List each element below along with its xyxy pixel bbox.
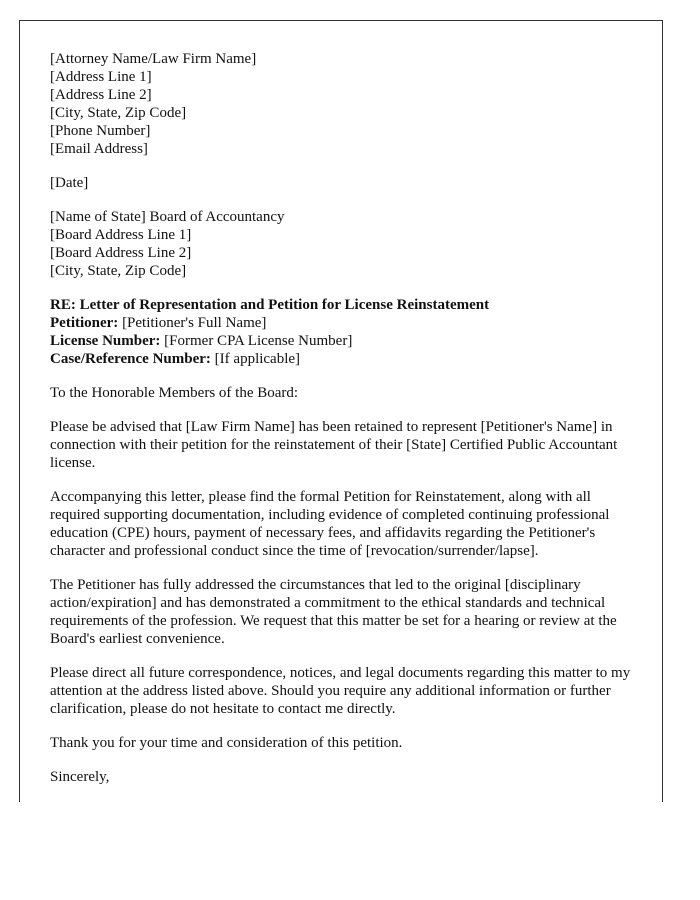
salutation: To the Honorable Members of the Board: [50, 385, 299, 401]
license-value: [Former CPA License Number] [160, 333, 353, 349]
body-paragraph: Please be advised that [Law Firm Name] has been retained to represent [Petitioner's Name] in connection with their petition for the reinstatement of their [State] Certified Public Accountant license. [50, 419, 618, 471]
recipient-address-1: [Board Address Line 1] [50, 227, 192, 243]
body-paragraph: Accompanying this letter, please find the formal Petition for Reinstatement, along with all required supporting documentation, including evidence of completed continuing professional education (CPE) hours, payment of necessary fees, and affidavits regarding the Petitioner's character and professional conduct since the time of [revocation/surrender/lapse]. [50, 489, 610, 559]
case-value: [If applicable] [210, 351, 301, 367]
petitioner-value: [Petitioner's Full Name] [118, 315, 267, 331]
sender-name: [Attorney Name/Law Firm Name] [50, 51, 257, 67]
case-label: Case/Reference Number: [50, 351, 211, 367]
recipient-name: [Name of State] Board of Accountancy [50, 209, 285, 225]
sender-phone: [Phone Number] [50, 123, 151, 139]
license-label: License Number: [50, 333, 161, 349]
sender-email: [Email Address] [50, 141, 148, 157]
body-paragraph: The Petitioner has fully addressed the circumstances that led to the original [disciplinary action/expiration] and has demonstrated a commitment to the ethical standards and technical requirements of the profession. We request that this matter be set for a hearing or review at the Board's earliest convenience. [50, 577, 617, 647]
sender-city: [City, State, Zip Code] [50, 105, 187, 121]
letter-document [19, 20, 663, 802]
petitioner-label: Petitioner: [50, 315, 119, 331]
sender-address-1: [Address Line 1] [50, 69, 152, 85]
recipient-block [50, 208, 632, 280]
re-block [50, 296, 632, 368]
recipient-city: [City, State, Zip Code] [50, 263, 187, 279]
re-subject: RE: Letter of Representation and Petition for License Reinstatement [50, 297, 490, 313]
sender-block [50, 50, 632, 158]
closing: Sincerely, [50, 769, 110, 785]
body-paragraph: Thank you for your time and consideration of this petition. [50, 735, 403, 751]
recipient-address-2: [Board Address Line 2] [50, 245, 192, 261]
sender-address-2: [Address Line 2] [50, 87, 152, 103]
letter-date: [Date] [50, 175, 89, 191]
body-paragraph: Please direct all future correspondence, notices, and legal documents regarding this matter to my attention at the address listed above. Should you require any additional information or further clarification, please do not hesitate to contact me directly. [50, 665, 631, 717]
